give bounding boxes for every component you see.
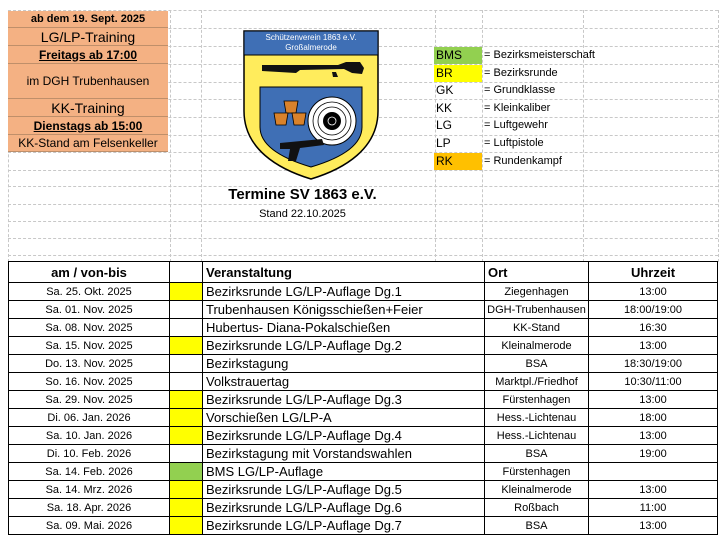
- cell-time: 18:00: [589, 409, 718, 427]
- table-row: [9, 481, 718, 499]
- table-row: [9, 301, 718, 319]
- cell-time: 13:00: [589, 517, 718, 535]
- cell-flag: [170, 337, 203, 355]
- cell-date: Do. 13. Nov. 2025: [9, 355, 170, 373]
- cell-event: Bezirksrunde LG/LP-Auflage Dg.2: [203, 337, 485, 355]
- cell-date: Sa. 09. Mai. 2026: [9, 517, 170, 535]
- table-row: [9, 373, 718, 391]
- logo-line2: Großalmerode: [285, 43, 337, 52]
- cell-time: 13:00: [589, 427, 718, 445]
- col-flag-header: [170, 262, 203, 283]
- legend-code-4: LG: [436, 118, 453, 133]
- table-row: [9, 427, 718, 445]
- cell-ort: Roßbach: [485, 499, 589, 517]
- legend-code-5: LP: [436, 136, 451, 150]
- info-since: ab dem 19. Sept. 2025: [8, 11, 168, 28]
- club-logo: [240, 27, 382, 182]
- table-row: [9, 355, 718, 373]
- cell-event: Volkstrauertag: [203, 373, 485, 391]
- col-ort-header: Ort: [485, 262, 589, 283]
- legend-code-2: GK: [436, 83, 454, 98]
- cell-time: 13:00: [589, 337, 718, 355]
- cell-event: Bezirksrunde LG/LP-Auflage Dg.7: [203, 517, 485, 535]
- cell-ort: BSA: [485, 355, 589, 373]
- cell-ort: Kleinalmerode: [485, 337, 589, 355]
- cell-flag: [170, 409, 203, 427]
- cell-flag: [170, 283, 203, 301]
- table-row: [9, 445, 718, 463]
- cell-event: Bezirkstagung mit Vorstandswahlen: [203, 445, 485, 463]
- cell-date: Sa. 29. Nov. 2025: [9, 391, 170, 409]
- cell-event: Trubenhausen Königsschießen+Feier: [203, 301, 485, 319]
- target-icon: [308, 97, 356, 145]
- cell-time: 13:00: [589, 283, 718, 301]
- legend-text-1: = Bezirksrunde: [484, 66, 558, 79]
- cell-date: Sa. 14. Feb. 2026: [9, 463, 170, 481]
- cell-date: Sa. 15. Nov. 2025: [9, 337, 170, 355]
- cell-flag: [170, 445, 203, 463]
- cell-ort: BSA: [485, 445, 589, 463]
- cell-ort: Marktpl./Friedhof: [485, 373, 589, 391]
- schedule-table: [8, 261, 718, 535]
- logo-line1: Schützenverein 1863 e.V.: [265, 33, 357, 42]
- table-row: [9, 517, 718, 535]
- info-kk-where: KK-Stand am Felsenkeller: [8, 135, 168, 152]
- cell-event: BMS LG/LP-Auflage: [203, 463, 485, 481]
- cell-ort: BSA: [485, 517, 589, 535]
- cell-ort: KK-Stand: [485, 319, 589, 337]
- table-row: [9, 499, 718, 517]
- cell-time: 13:00: [589, 481, 718, 499]
- table-row: [9, 463, 718, 481]
- col-date-header: am / von-bis: [9, 262, 170, 283]
- legend-text-4: = Luftgewehr: [484, 119, 548, 132]
- cell-ort: Ziegenhagen: [485, 283, 589, 301]
- cell-date: Di. 06. Jan. 2026: [9, 409, 170, 427]
- cell-flag: [170, 391, 203, 409]
- cell-date: Sa. 18. Apr. 2026: [9, 499, 170, 517]
- cell-flag: [170, 463, 203, 481]
- cell-flag: [170, 499, 203, 517]
- cell-ort: Fürstenhagen: [485, 391, 589, 409]
- cell-ort: Hess.-Lichtenau: [485, 427, 589, 445]
- legend-code-1: BR: [434, 65, 482, 82]
- table-row: [9, 391, 718, 409]
- cell-ort: DGH-Trubenhausen: [485, 301, 589, 319]
- legend-code-3: KK: [436, 100, 453, 115]
- cell-ort: Kleinalmerode: [485, 481, 589, 499]
- cell-flag: [170, 319, 203, 337]
- cell-time: 13:00: [589, 391, 718, 409]
- col-event-header: Veranstaltung: [203, 262, 485, 283]
- col-time-header: Uhrzeit: [589, 262, 718, 283]
- cell-flag: [170, 517, 203, 535]
- cell-event: Vorschießen LG/LP-A: [203, 409, 485, 427]
- info-lglp-when: Freitags ab 17:00: [8, 46, 168, 64]
- cell-event: Hubertus- Diana-Pokalschießen: [203, 319, 485, 337]
- cell-event: Bezirksrunde LG/LP-Auflage Dg.4: [203, 427, 485, 445]
- legend-text-5: = Luftpistole: [484, 137, 544, 149]
- cell-date: Sa. 08. Nov. 2025: [9, 319, 170, 337]
- cell-flag: [170, 373, 203, 391]
- table-row: [9, 283, 718, 301]
- cell-time: 19:00: [589, 445, 718, 463]
- cell-time: 16:30: [589, 319, 718, 337]
- cell-event: Bezirkstagung: [203, 355, 485, 373]
- legend-code-0: BMS: [434, 47, 482, 64]
- legend-text-6: = Rundenkampf: [484, 154, 562, 167]
- cell-date: Sa. 10. Jan. 2026: [9, 427, 170, 445]
- info-lglp-where: im DGH Trubenhausen: [8, 64, 168, 99]
- cell-time: 11:00: [589, 499, 718, 517]
- cell-time: [589, 463, 718, 481]
- cell-ort: Fürstenhagen: [485, 463, 589, 481]
- cell-event: Bezirksrunde LG/LP-Auflage Dg.1: [203, 283, 485, 301]
- table-header-row: [9, 262, 718, 283]
- cell-ort: Hess.-Lichtenau: [485, 409, 589, 427]
- cell-date: Sa. 25. Okt. 2025: [9, 283, 170, 301]
- cell-event: Bezirksrunde LG/LP-Auflage Dg.5: [203, 481, 485, 499]
- cell-flag: [170, 355, 203, 373]
- legend-text-0: = Bezirksmeisterschaft: [484, 49, 595, 61]
- legend-code-6: RK: [434, 153, 482, 170]
- cell-time: 10:30/11:00: [589, 373, 718, 391]
- legend-text-2: = Grundklasse: [484, 84, 556, 97]
- cell-flag: [170, 481, 203, 499]
- page-title: Termine SV 1863 e.V.: [228, 186, 377, 203]
- table-row: [9, 337, 718, 355]
- info-kk-title: KK-Training: [8, 99, 168, 117]
- cell-flag: [170, 427, 203, 445]
- cell-time: 18:30/19:00: [589, 355, 718, 373]
- cell-time: 18:00/19:00: [589, 301, 718, 319]
- cell-date: Sa. 01. Nov. 2025: [9, 301, 170, 319]
- cell-date: Sa. 14. Mrz. 2026: [9, 481, 170, 499]
- table-row: [9, 319, 718, 337]
- info-kk-when: Dienstags ab 15:00: [8, 117, 168, 135]
- cell-flag: [170, 301, 203, 319]
- cell-date: Di. 10. Feb. 2026: [9, 445, 170, 463]
- table-row: [9, 409, 718, 427]
- legend-text-3: = Kleinkaliber: [484, 101, 551, 114]
- cell-event: Bezirksrunde LG/LP-Auflage Dg.3: [203, 391, 485, 409]
- cell-event: Bezirksrunde LG/LP-Auflage Dg.6: [203, 499, 485, 517]
- info-lglp-title: LG/LP-Training: [8, 28, 168, 46]
- cell-date: So. 16. Nov. 2025: [9, 373, 170, 391]
- stand-date: Stand 22.10.2025: [259, 208, 346, 220]
